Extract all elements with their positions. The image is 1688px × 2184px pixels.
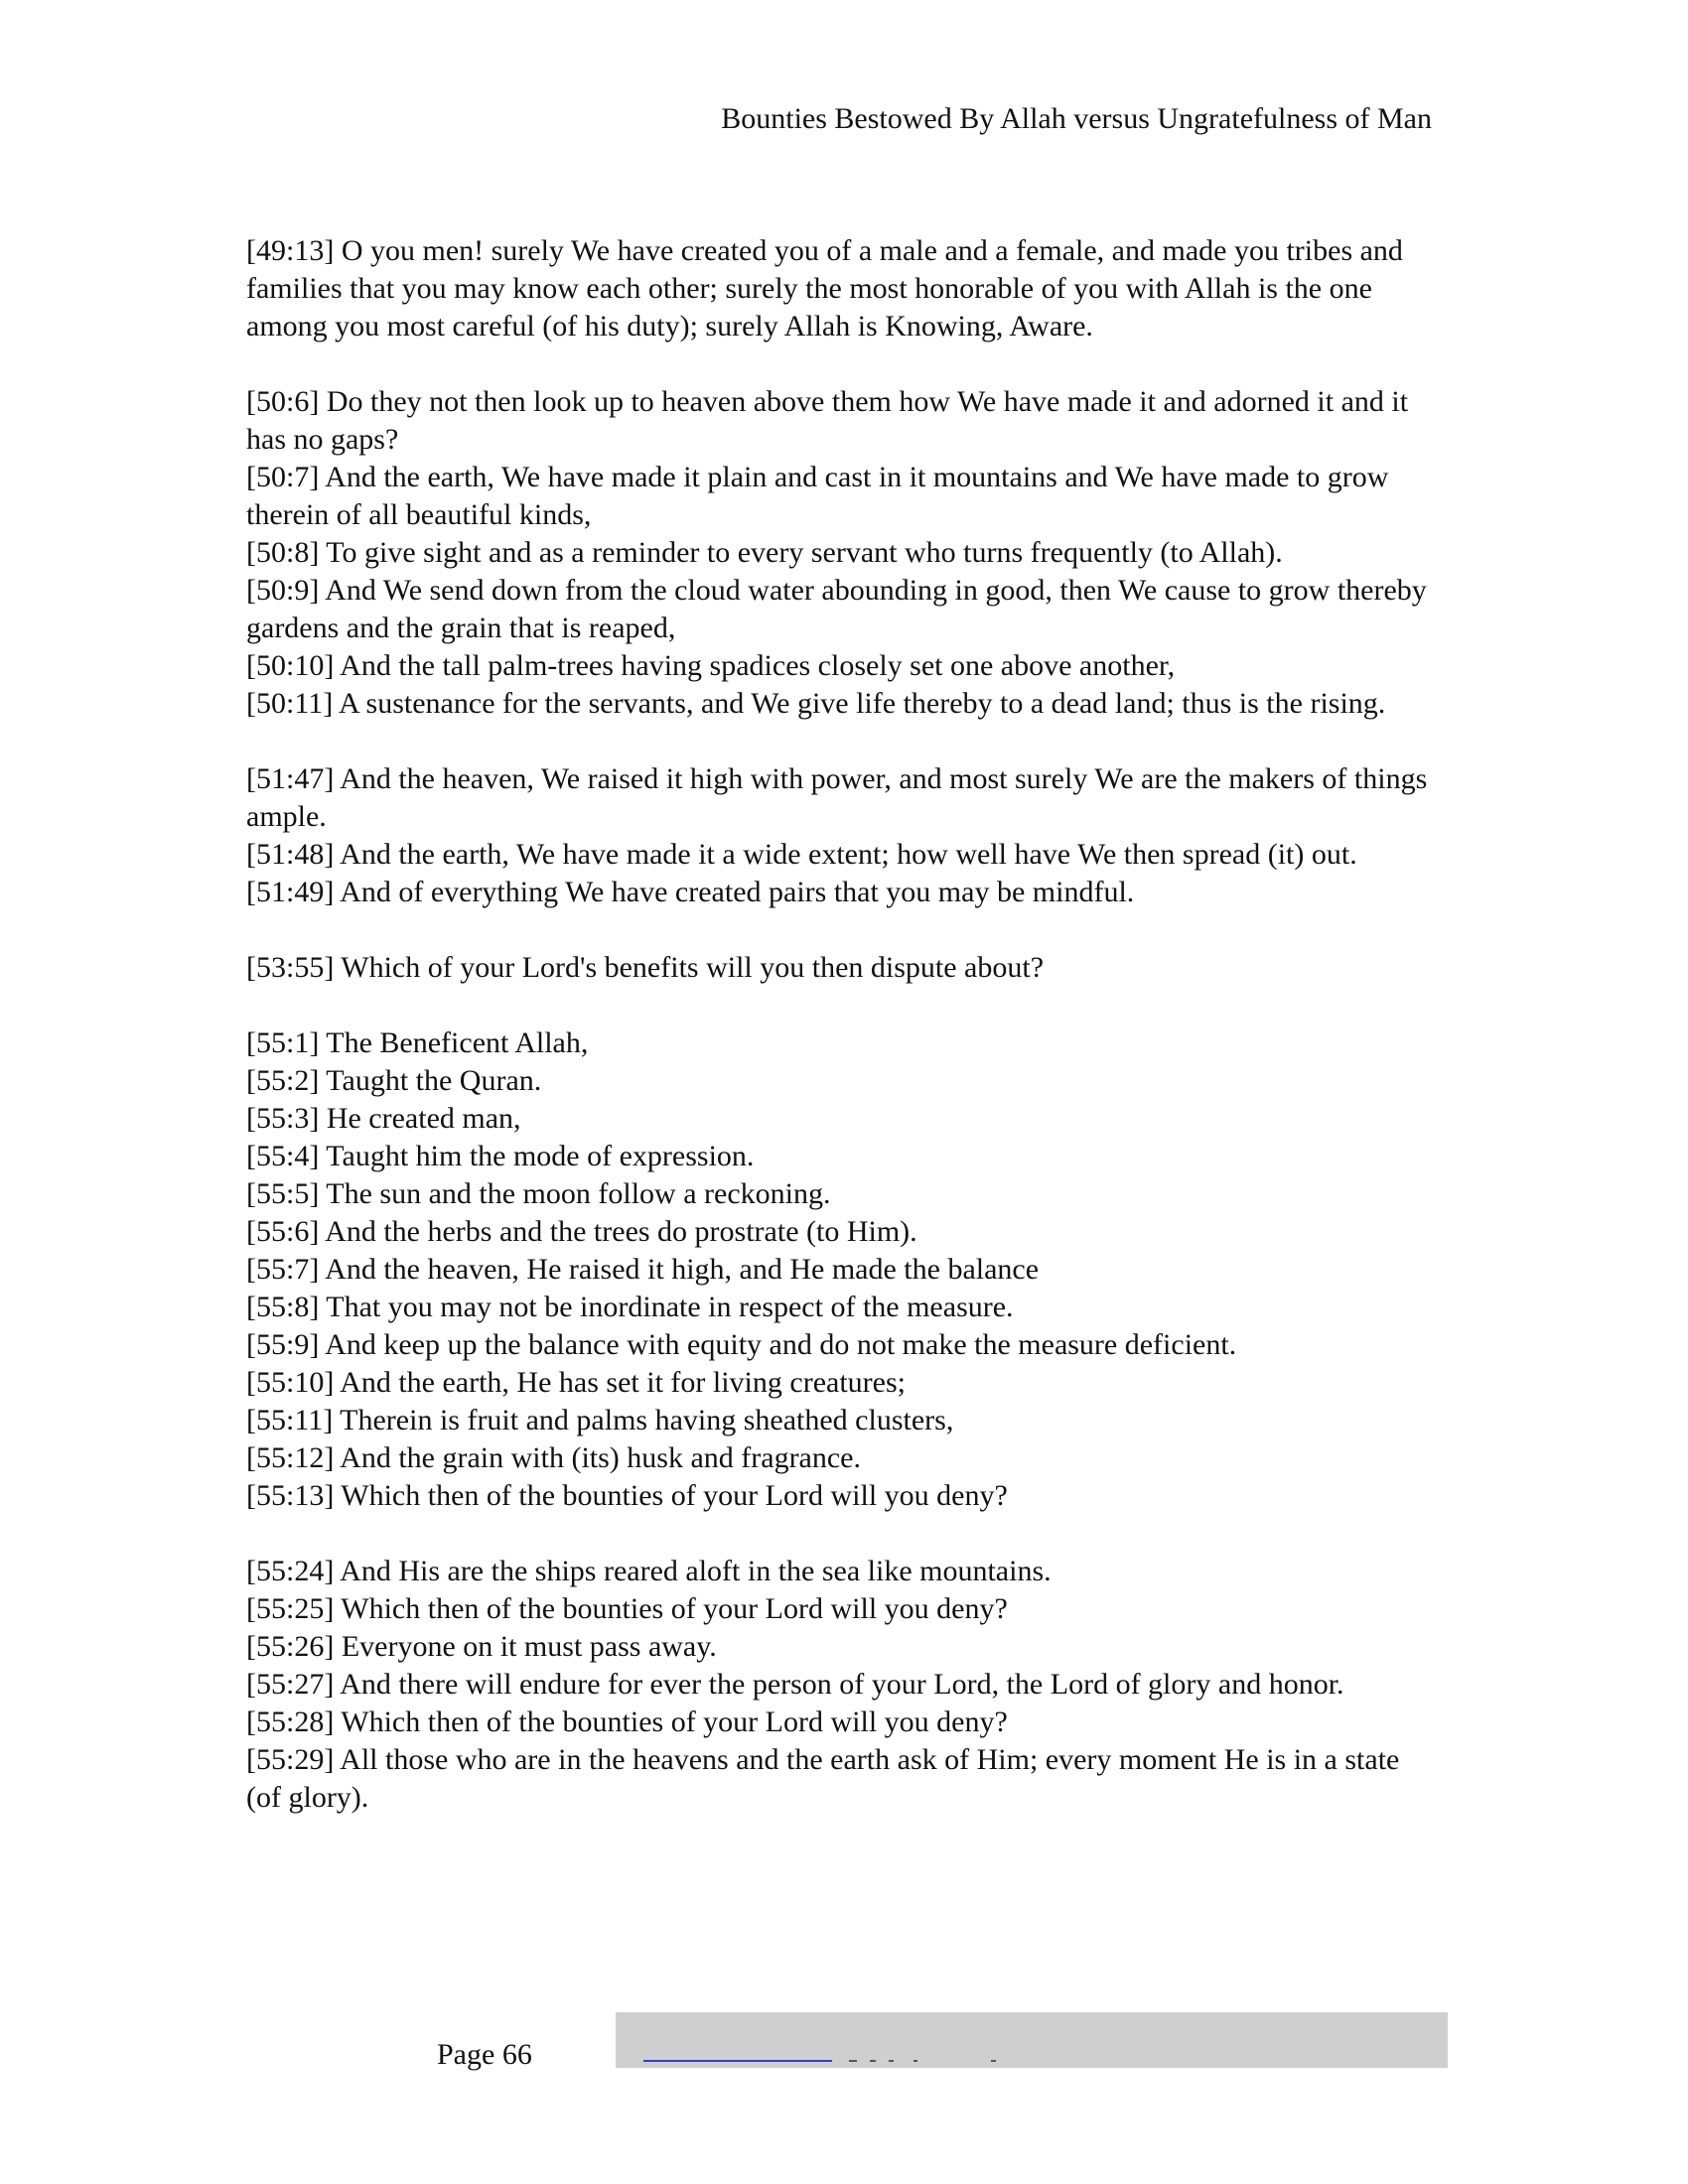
verse-group <box>246 760 1438 911</box>
verse-line: [55:5] The sun and the moon follow a reckoning. <box>246 1177 831 1210</box>
verse-line: [55:10] And the earth, He has set it for living creatures; <box>246 1366 906 1399</box>
verse-line: [55:6] And the herbs and the trees do prostrate (to Him). <box>246 1215 917 1248</box>
verse-group <box>246 949 1438 987</box>
verse-line: [55:9] And keep up the balance with equity and do not make the measure deficient. <box>246 1328 1237 1361</box>
verse-group <box>246 1024 1438 1515</box>
verse-line: [55:11] Therein is fruit and palms having sheathed clusters, <box>246 1404 954 1436</box>
verse-line: [55:7] And the heaven, He raised it high, and He made the balance <box>246 1253 1040 1286</box>
verse-group <box>246 1553 1438 1817</box>
footer-text-fragment <box>889 2060 894 2062</box>
verse-line: [55:27] And there will endure for ever the person of your Lord, the Lord of glory and honor. <box>246 1668 1344 1701</box>
page-number: Page 66 <box>437 2038 532 2071</box>
verse-group <box>246 383 1438 723</box>
footer-link-underline[interactable] <box>643 2060 832 2062</box>
footer-text-fragment <box>914 2060 917 2062</box>
verse-line: [55:25] Which then of the bounties of your Lord will you deny? <box>246 1592 1008 1625</box>
verse-line: [55:1] The Beneficent Allah, <box>246 1026 589 1059</box>
verse-line: [55:28] Which then of the bounties of your Lord will you deny? <box>246 1706 1008 1738</box>
verse-line: [50:7] And the earth, We have made it plain and cast in it mountains and We have made to grow therein of all beautiful kinds, <box>246 461 1389 531</box>
footer-banner <box>616 2012 1448 2068</box>
footer-text-fragment <box>849 2060 857 2062</box>
verse-line: [55:12] And the grain with (its) husk and fragrance. <box>246 1441 861 1474</box>
verse-line: [50:6] Do they not then look up to heaven above them how We have made it and adorned it and it has no gaps? <box>246 385 1409 456</box>
verse-line: [51:48] And the earth, We have made it a wide extent; how well have We then spread (it) out. <box>246 838 1357 871</box>
running-header-title: Bounties Bestowed By Allah versus Ungratefulness of Man <box>721 102 1432 135</box>
verse-line: [55:4] Taught him the mode of expression. <box>246 1140 755 1172</box>
verse-line: [50:10] And the tall palm-trees having spadices closely set one above another, <box>246 649 1176 682</box>
verse-line: [50:11] A sustenance for the servants, and We give life thereby to a dead land; thus is the rising. <box>246 687 1386 720</box>
verse-line: [55:24] And His are the ships reared aloft in the sea like mountains. <box>246 1555 1052 1587</box>
verse-group <box>246 232 1438 345</box>
verse-line: [55:8] That you may not be inordinate in respect of the measure. <box>246 1291 1014 1323</box>
verse-line: [55:29] All those who are in the heavens and the earth ask of Him; every moment He is in a state (of glory). <box>246 1743 1400 1814</box>
verse-line: [51:47] And the heaven, We raised it high with power, and most surely We are the makers of things ample. <box>246 762 1428 833</box>
footer-text-fragment <box>870 2060 876 2062</box>
verse-line: [50:8] To give sight and as a reminder to every servant who turns frequently (to Allah). <box>246 536 1283 569</box>
footer-text-fragment <box>991 2060 996 2062</box>
verse-line: [55:2] Taught the Quran. <box>246 1064 542 1097</box>
page-body <box>246 232 1438 1854</box>
verse-line: [55:26] Everyone on it must pass away. <box>246 1630 717 1663</box>
verse-line: [49:13] O you men! surely We have created you of a male and a female, and made you tribes and families that you may know each other; surely the most honorable of you with Allah is the one among you most careful (of his duty); surely Allah is Knowing, Aware. <box>246 234 1403 342</box>
verse-line: [55:13] Which then of the bounties of your Lord will you deny? <box>246 1479 1008 1512</box>
verse-line: [50:9] And We send down from the cloud water abounding in good, then We cause to grow thereby gardens and the grain that is reaped, <box>246 574 1427 644</box>
verse-line: [55:3] He created man, <box>246 1102 521 1135</box>
verse-line: [51:49] And of everything We have created pairs that you may be mindful. <box>246 876 1135 908</box>
verse-line: [53:55] Which of your Lord's benefits will you then dispute about? <box>246 951 1045 984</box>
